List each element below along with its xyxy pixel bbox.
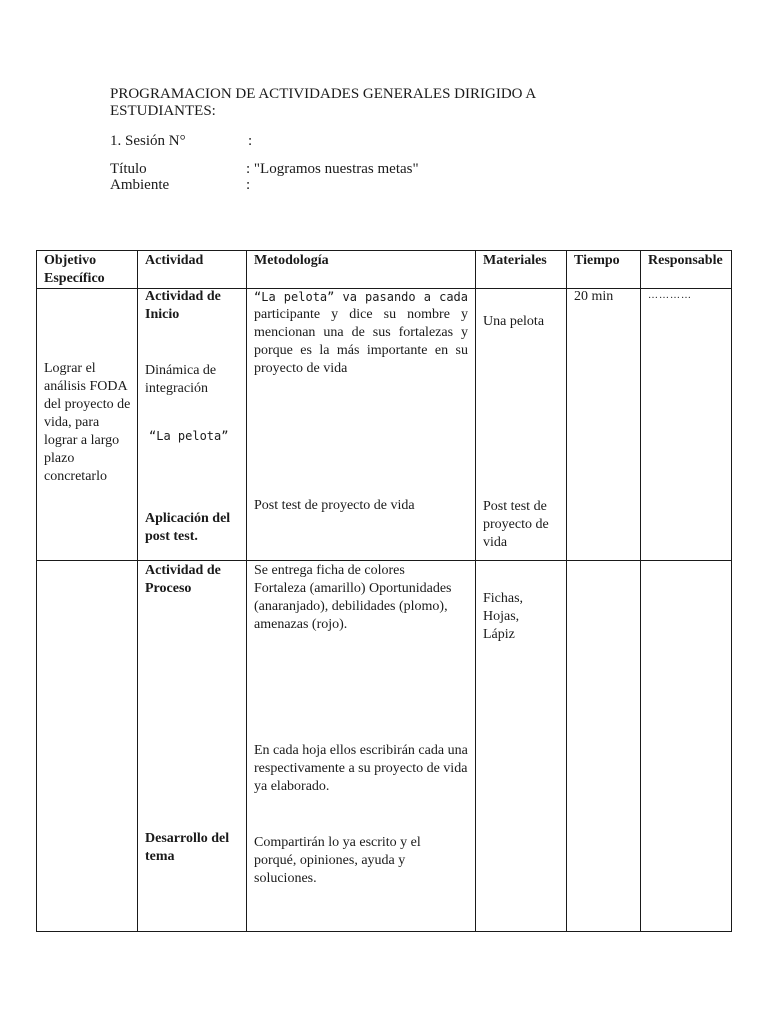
actividad-proceso: Actividad de Proceso	[145, 563, 221, 596]
metodologia-pelota	[254, 288, 468, 378]
row-divider	[37, 560, 731, 561]
dinamica-integracion: Dinámica de integración	[145, 363, 217, 396]
metodologia-compartiran: Compartirán lo ya escrito y el porqué, opiniones, ayuda y soluciones.	[254, 835, 421, 886]
header-responsable: Responsable	[648, 253, 723, 268]
metodologia-pelota-lead: “La pelota” va pasando a cada	[254, 290, 468, 304]
objetivo-especifico-text: Lograr el análisis FODA del proyecto de vida, para lograr a largo plazo concretarlo	[44, 361, 131, 484]
header-materiales: Materiales	[483, 253, 547, 268]
header-objetivo: Objetivo Específico	[44, 253, 105, 286]
document-title-line2: ESTUDIANTES:	[110, 103, 216, 119]
metodologia-pelota-rest: participante y dice su nombre y mencionan una de sus fortalezas y porque es la más importante en su proyecto de vida	[254, 307, 468, 376]
la-pelota-label: “La pelota”	[149, 429, 229, 443]
session-label: 1. Sesión N°	[110, 133, 186, 149]
metodologia-fichas: Se entrega ficha de colores Fortaleza (amarillo) Oportunidades (anaranjado), debilidades (plomo), amenazas (rojo).	[254, 563, 452, 632]
session-separator: :	[248, 133, 253, 149]
titulo-label: Título	[110, 161, 147, 177]
col-divider	[137, 251, 138, 931]
metodologia-post-test: Post test de proyecto de vida	[254, 498, 415, 513]
col-divider	[640, 251, 641, 931]
header-actividad: Actividad	[145, 253, 204, 268]
col-divider	[246, 251, 247, 931]
titulo-value: : "Logramos nuestras metas"	[246, 161, 419, 177]
col-divider	[475, 251, 476, 931]
document-title-line1: PROGRAMACION DE ACTIVIDADES GENERALES DIRIGIDO A	[110, 86, 537, 102]
header-tiempo: Tiempo	[574, 253, 620, 268]
desarrollo-tema: Desarrollo del tema	[145, 831, 230, 864]
ambiente-label: Ambiente	[110, 177, 170, 193]
tiempo-value: 20 min	[574, 289, 614, 304]
aplicacion-post-test: Aplicación del post test.	[145, 511, 231, 544]
materiales-pelota: Una pelota	[483, 314, 545, 329]
col-divider	[566, 251, 567, 931]
materiales-post-test: Post test de proyecto de vida	[483, 499, 549, 550]
activities-table	[36, 250, 732, 932]
actividad-inicio: Actividad de Inicio	[145, 289, 221, 322]
materiales-fichas: Fichas, Hojas, Lápiz	[483, 591, 524, 642]
header-metodologia: Metodología	[254, 253, 329, 268]
responsable-value: …………	[648, 290, 692, 301]
ambiente-separator: :	[246, 177, 251, 193]
metodologia-escribiran: En cada hoja ellos escribirán cada una respectivamente a su proyecto de vida ya elaborado.	[254, 743, 468, 794]
